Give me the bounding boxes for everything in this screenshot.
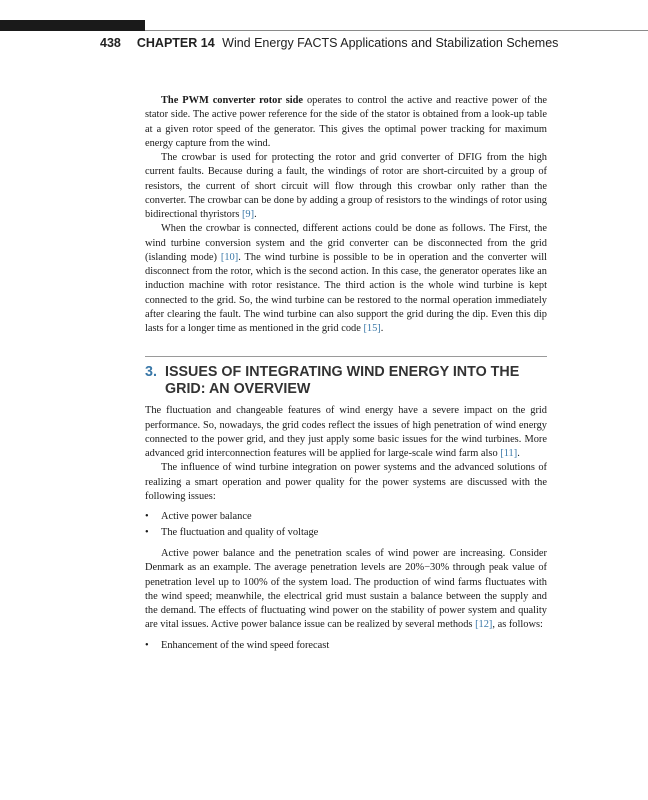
paragraph-active-power-balance bbox=[145, 547, 547, 633]
list-item: • Enhancement of the wind speed forecast bbox=[145, 638, 547, 654]
header-rule bbox=[145, 30, 648, 31]
citation-link[interactable]: [15] bbox=[363, 323, 381, 334]
paragraph-tail: , as follows: bbox=[492, 619, 543, 631]
header-bar-dark bbox=[0, 20, 145, 31]
paragraph-tail: . bbox=[517, 448, 520, 459]
paragraph-crowbar bbox=[145, 151, 547, 222]
paragraph-tail: . bbox=[380, 323, 384, 334]
paragraph-text: operates to control the active and reactive power of the stator side. The active power reference for the side of the stator is obtained from a look-up table at a given rotor speed of the generator. This gives the optimal power tracking for maximum energy capture from the wind. bbox=[145, 95, 547, 149]
citation-link[interactable]: [9] bbox=[241, 209, 255, 220]
paragraph-crowbar-actions bbox=[145, 222, 547, 336]
paragraph-text: . The wind turbine is possible to be in operation and the converter will disconnect from the rotor, which is the second action. In this case, the generator operates like an induction machine with rotor resistance. The third action is the whole wind turbine is kept connected to the grid. So, the wind turbine can be restored to the normal operation immediately after clearing the fault. The wind turbine can also support the grid during the dip. Even this dip lasts for a longer time as mentioned in the grid code bbox=[145, 251, 547, 334]
paragraph-influence bbox=[145, 461, 547, 504]
list-item: • Active power balance bbox=[145, 509, 547, 525]
paragraph-lead-term: The PWM converter rotor side bbox=[161, 95, 304, 106]
running-head bbox=[100, 36, 558, 50]
chapter-label: CHAPTER 14 bbox=[136, 36, 215, 50]
issues-list bbox=[145, 509, 547, 540]
section-number: 3. bbox=[145, 364, 157, 381]
paragraph-fluctuation bbox=[145, 404, 547, 461]
paragraph-pwm-converter bbox=[145, 94, 547, 151]
paragraph-text: When the crowbar is connected, different actions could be done as follows. The First, the wind turbine conversion system and the grid converter can be disconnected from the grid (islanding mode) bbox=[145, 223, 547, 263]
citation-link[interactable]: [10] bbox=[220, 251, 239, 263]
paragraph-text: The crowbar is used for protecting the rotor and grid converter of DFIG from the high current faults. Because during a fault, the windings of rotor are short-circuited by a group of resistors, the current of short circuit will flow through this crowbar only rather than the converter. The crowbar can be done by adding a group of resistors to the windings of rotor using bidirectional thyristors bbox=[145, 152, 547, 220]
section-heading bbox=[145, 364, 547, 398]
paragraph-tail: . bbox=[254, 209, 257, 220]
section-title: ISSUES OF INTEGRATING WIND ENERGY INTO THE GRID: AN OVERVIEW bbox=[165, 364, 520, 398]
section-divider bbox=[145, 356, 547, 357]
paragraph-text: The fluctuation and changeable features of wind energy have a severe impact on the grid performance. So, nowadays, the grid codes reflect the issues of high penetration of wind energy connected to the power grid, and they just apply some basic issues for the wind turbines. More advanced grid interconnection features will be applied for large-scale wind farm also bbox=[145, 405, 547, 459]
page-number: 438 bbox=[100, 36, 121, 50]
methods-list bbox=[145, 638, 547, 654]
paragraph-text: The influence of wind turbine integration on power systems and the advanced solutions of realizing a smart operation and power quality for the power systems are discussed with the following issues: bbox=[145, 462, 547, 502]
citation-link[interactable]: [11] bbox=[500, 448, 518, 459]
chapter-title: Wind Energy FACTS Applications and Stabilization Schemes bbox=[222, 36, 559, 50]
paragraph-text: Active power balance and the penetration scales of wind power are increasing. Consider Denmark as an example. The average penetration levels are 20%−30% through peak value of penetration level up to 100% of the system load. The production of wind farms fluctuates with the wind speed; meanwhile, the electrical grid must sustain a balance between the supply and the demand. The effects of fluctuating wind power on the stability of power system and quality are vital issues. Active power balance issue can be realized by several methods bbox=[145, 548, 547, 631]
list-item: • The fluctuation and quality of voltage bbox=[145, 525, 547, 541]
page-body bbox=[145, 94, 547, 660]
citation-link[interactable]: [12] bbox=[475, 619, 493, 631]
